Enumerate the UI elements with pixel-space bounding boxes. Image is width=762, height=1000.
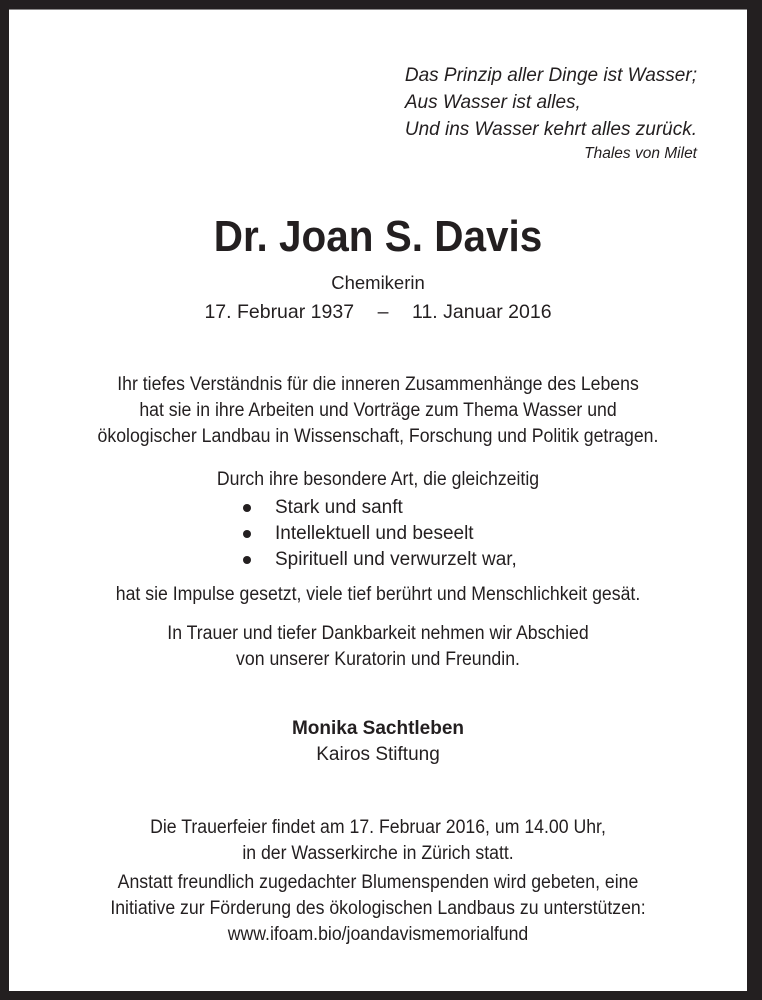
birth-date: 17. Februar 1937 xyxy=(204,301,355,323)
profession: Chemikerin xyxy=(331,272,425,293)
signatory-organization: Kairos Stiftung xyxy=(316,744,440,765)
epigraph-line: Aus Wasser ist alles, xyxy=(404,92,581,113)
signatory-name: Monika Sachtleben xyxy=(291,718,465,739)
farewell-paragraph xyxy=(35,621,721,673)
list-item-text: Spirituell und verwurzelt war, xyxy=(275,549,517,570)
list-item-text: Intellektuell und beseelt xyxy=(275,523,474,544)
deceased-name: Dr. Joan S. Davis xyxy=(213,212,543,261)
epigraph-line: Und ins Wasser kehrt alles zurück. xyxy=(404,119,697,140)
tribute-line: hat sie in ihre Arbeiten und Vorträge zum Thema Wasser und xyxy=(139,400,617,421)
epigraph-author: Thales von Milet xyxy=(584,145,697,162)
epigraph-quote xyxy=(405,62,697,165)
service-line: in der Wasserkirche in Zürich statt. xyxy=(242,843,514,864)
donation-line: Anstatt freundlich zugedachter Blumenspenden wird gebeten, eine xyxy=(117,872,639,893)
bullet-icon xyxy=(243,504,251,512)
donation-line: Initiative zur Förderung des ökologischen Landbaus zu unterstützen: xyxy=(110,898,646,919)
bullet-icon xyxy=(243,530,251,538)
service-line: Die Trauerfeier findet am 17. Februar 2016, um 14.00 Uhr, xyxy=(150,817,606,838)
death-date: 11. Januar 2016 xyxy=(412,301,552,323)
epigraph-line: Das Prinzip aller Dinge ist Wasser; xyxy=(404,65,697,86)
bullet-icon xyxy=(243,556,251,564)
list-item-text: Stark und sanft xyxy=(275,497,403,518)
donation-info xyxy=(35,870,721,948)
obituary-notice xyxy=(9,9,747,991)
service-info xyxy=(35,815,721,867)
qualities-list xyxy=(234,495,517,573)
list-item xyxy=(234,521,517,547)
tribute-paragraph xyxy=(35,372,721,450)
life-dates xyxy=(9,298,747,326)
farewell-line: In Trauer und tiefer Dankbarkeit nehmen wir Abschied xyxy=(167,623,589,644)
tribute-line: ökologischer Landbau in Wissenschaft, Forschung und Politik getragen. xyxy=(97,426,659,447)
memorial-fund-link[interactable]: www.ifoam.bio/joandavismemorialfund xyxy=(227,924,529,945)
qualities-conclusion: hat sie Impulse gesetzt, viele tief berührt und Menschlichkeit gesät. xyxy=(115,584,641,605)
qualities-intro: Durch ihre besondere Art, die gleichzeitig xyxy=(216,469,540,490)
date-separator: – xyxy=(377,301,389,323)
list-item xyxy=(234,495,517,521)
tribute-line: Ihr tiefes Verständnis für die inneren Zusammenhänge des Lebens xyxy=(117,374,639,395)
list-item xyxy=(234,547,517,573)
farewell-line: von unserer Kuratorin und Freundin. xyxy=(236,649,520,670)
